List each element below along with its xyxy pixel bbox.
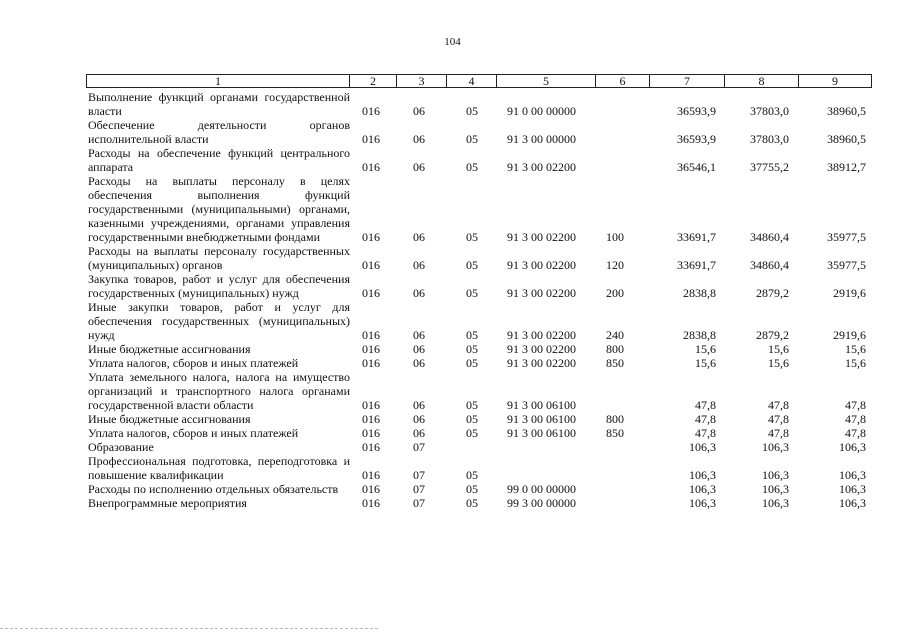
row-target-article: 91 3 00 02200 (507, 328, 576, 342)
row-target-article: 91 3 00 02200 (507, 230, 576, 244)
header-col-7: 7 (649, 75, 724, 87)
row-amount-1: 15,6 (695, 356, 716, 370)
row-amount-2: 37803,0 (750, 104, 789, 118)
row-subsection: 05 (466, 412, 478, 426)
row-amount-2: 37755,2 (750, 160, 789, 174)
table-row (86, 90, 872, 118)
row-code-admin: 016 (362, 496, 380, 510)
table-row (86, 342, 872, 356)
row-description: Иные бюджетные ассигнования (88, 412, 251, 426)
row-section: 06 (413, 286, 425, 300)
row-code-admin: 016 (362, 132, 380, 146)
row-section: 07 (413, 496, 425, 510)
row-target-article: 91 3 00 02200 (507, 286, 576, 300)
row-section: 06 (413, 104, 425, 118)
header-col-6: 6 (595, 75, 649, 87)
row-section: 06 (413, 258, 425, 272)
header-col-1: 1 (215, 74, 221, 88)
row-subsection: 05 (466, 426, 478, 440)
row-amount-2: 15,6 (768, 342, 789, 356)
table-row (86, 146, 872, 174)
table-row (86, 482, 872, 496)
row-description: Уплата налогов, сборов и иных платежей (88, 426, 299, 440)
row-code-admin: 016 (362, 258, 380, 272)
row-amount-3: 47,8 (845, 412, 866, 426)
row-subsection: 05 (466, 496, 478, 510)
row-section: 06 (413, 230, 425, 244)
row-code-admin: 016 (362, 398, 380, 412)
row-amount-3: 106,3 (839, 468, 866, 482)
row-amount-1: 2838,8 (683, 328, 716, 342)
row-target-article: 91 3 00 02200 (507, 342, 576, 356)
row-description: Выполнение функций органами государственной власти (88, 90, 350, 118)
row-description: Образование (88, 440, 154, 454)
row-amount-1: 36593,9 (677, 132, 716, 146)
table-row (86, 440, 872, 454)
row-description: Расходы на выплаты персоналу государственных (муниципальных) органов (88, 244, 350, 272)
row-expense-type: 800 (606, 412, 624, 426)
row-subsection: 05 (466, 398, 478, 412)
row-amount-1: 47,8 (695, 398, 716, 412)
row-section: 06 (413, 398, 425, 412)
row-section: 06 (413, 342, 425, 356)
row-amount-1: 36593,9 (677, 104, 716, 118)
row-code-admin: 016 (362, 440, 380, 454)
row-subsection: 05 (466, 468, 478, 482)
row-subsection: 05 (466, 132, 478, 146)
row-description: Иные закупки товаров, работ и услуг для обеспечения государственных (муниципальных) нужд (88, 300, 350, 342)
table-row (86, 118, 872, 146)
row-subsection: 05 (466, 482, 478, 496)
row-amount-1: 15,6 (695, 342, 716, 356)
row-code-admin: 016 (362, 230, 380, 244)
row-target-article: 91 3 00 02200 (507, 160, 576, 174)
header-col-9: 9 (798, 75, 871, 87)
row-amount-3: 106,3 (839, 496, 866, 510)
row-amount-2: 37803,0 (750, 132, 789, 146)
row-amount-3: 15,6 (845, 356, 866, 370)
row-section: 06 (413, 132, 425, 146)
row-amount-1: 2838,8 (683, 286, 716, 300)
row-amount-2: 106,3 (762, 482, 789, 496)
row-target-article: 99 3 00 00000 (507, 496, 576, 510)
row-amount-3: 35977,5 (827, 230, 866, 244)
row-section: 06 (413, 412, 425, 426)
row-amount-3: 106,3 (839, 482, 866, 496)
row-amount-3: 15,6 (845, 342, 866, 356)
row-amount-2: 47,8 (768, 398, 789, 412)
row-target-article: 91 3 00 06100 (507, 426, 576, 440)
table-row (86, 174, 872, 244)
table-row (86, 300, 872, 342)
header-col-8: 8 (724, 75, 798, 87)
row-description: Расходы на обеспечение функций центрального аппарата (88, 146, 350, 174)
table-body (86, 90, 872, 510)
row-description: Внепрограммные мероприятия (88, 496, 247, 510)
row-description: Уплата налогов, сборов и иных платежей (88, 356, 299, 370)
row-amount-1: 106,3 (689, 468, 716, 482)
row-subsection: 05 (466, 328, 478, 342)
row-target-article: 91 3 00 06100 (507, 398, 576, 412)
row-description: Обеспечение деятельности органов исполнительной власти (88, 118, 350, 146)
table-row (86, 454, 872, 482)
row-code-admin: 016 (362, 426, 380, 440)
row-amount-2: 106,3 (762, 440, 789, 454)
row-code-admin: 016 (362, 328, 380, 342)
row-expense-type: 800 (606, 342, 624, 356)
row-code-admin: 016 (362, 104, 380, 118)
row-amount-3: 38960,5 (827, 132, 866, 146)
row-description: Расходы по исполнению отдельных обязательств (88, 482, 339, 496)
row-amount-3: 38912,7 (827, 160, 866, 174)
row-section: 07 (413, 468, 425, 482)
table-header (86, 74, 872, 88)
row-section: 07 (413, 440, 425, 454)
row-amount-2: 2879,2 (756, 286, 789, 300)
row-expense-type: 120 (606, 258, 624, 272)
row-expense-type: 100 (606, 230, 624, 244)
row-amount-2: 34860,4 (750, 230, 789, 244)
page-number: 104 (444, 36, 461, 48)
scan-artifact-line (0, 628, 380, 629)
row-amount-2: 2879,2 (756, 328, 789, 342)
row-amount-1: 36546,1 (677, 160, 716, 174)
row-section: 07 (413, 482, 425, 496)
row-amount-1: 33691,7 (677, 258, 716, 272)
row-amount-3: 2919,6 (833, 328, 866, 342)
table-row (86, 412, 872, 426)
row-expense-type: 850 (606, 426, 624, 440)
row-amount-1: 106,3 (689, 482, 716, 496)
row-description: Иные бюджетные ассигнования (88, 342, 251, 356)
row-code-admin: 016 (362, 468, 380, 482)
row-expense-type: 200 (606, 286, 624, 300)
row-code-admin: 016 (362, 342, 380, 356)
row-amount-3: 35977,5 (827, 258, 866, 272)
row-code-admin: 016 (362, 160, 380, 174)
row-amount-2: 106,3 (762, 496, 789, 510)
row-subsection: 05 (466, 342, 478, 356)
table-row (86, 244, 872, 272)
row-code-admin: 016 (362, 412, 380, 426)
row-amount-2: 47,8 (768, 426, 789, 440)
row-code-admin: 016 (362, 286, 380, 300)
row-section: 06 (413, 328, 425, 342)
header-col-4: 4 (446, 75, 496, 87)
row-code-admin: 016 (362, 482, 380, 496)
row-subsection: 05 (466, 258, 478, 272)
row-amount-1: 33691,7 (677, 230, 716, 244)
row-amount-1: 47,8 (695, 412, 716, 426)
row-amount-2: 15,6 (768, 356, 789, 370)
row-amount-1: 47,8 (695, 426, 716, 440)
table-row (86, 370, 872, 412)
row-description: Расходы на выплаты персоналу в целях обеспечения выполнения функций государственными (муниципальными) органами, казенными учреждениями, органами управления государственными внебюджетными фондами (88, 174, 350, 244)
row-code-admin: 016 (362, 356, 380, 370)
table-row (86, 356, 872, 370)
row-section: 06 (413, 356, 425, 370)
row-target-article: 91 3 00 00000 (507, 132, 576, 146)
row-amount-3: 47,8 (845, 426, 866, 440)
row-amount-3: 47,8 (845, 398, 866, 412)
table-row (86, 496, 872, 510)
row-subsection: 05 (466, 104, 478, 118)
row-target-article: 99 0 00 00000 (507, 482, 576, 496)
row-target-article: 91 3 00 02200 (507, 356, 576, 370)
row-target-article: 91 3 00 06100 (507, 412, 576, 426)
row-subsection: 05 (466, 160, 478, 174)
row-amount-3: 2919,6 (833, 286, 866, 300)
header-col-3: 3 (396, 75, 446, 87)
row-amount-2: 106,3 (762, 468, 789, 482)
row-amount-1: 106,3 (689, 496, 716, 510)
row-description: Закупка товаров, работ и услуг для обеспечения государственных (муниципальных) нужд (88, 272, 350, 300)
header-col-5: 5 (496, 75, 595, 87)
row-amount-2: 34860,4 (750, 258, 789, 272)
row-section: 06 (413, 160, 425, 174)
row-amount-1: 106,3 (689, 440, 716, 454)
row-target-article: 91 3 00 02200 (507, 258, 576, 272)
row-description: Профессиональная подготовка, переподготовка и повышение квалификации (88, 454, 350, 482)
row-subsection: 05 (466, 356, 478, 370)
row-amount-3: 106,3 (839, 440, 866, 454)
row-description: Уплата земельного налога, налога на имущество организаций и транспортного налога органами государственной власти области (88, 370, 350, 412)
row-section: 06 (413, 426, 425, 440)
table-row (86, 426, 872, 440)
row-expense-type: 850 (606, 356, 624, 370)
row-amount-3: 38960,5 (827, 104, 866, 118)
row-subsection: 05 (466, 230, 478, 244)
row-expense-type: 240 (606, 328, 624, 342)
row-target-article: 91 0 00 00000 (507, 104, 576, 118)
table-row (86, 272, 872, 300)
row-subsection: 05 (466, 286, 478, 300)
header-col-2: 2 (349, 75, 396, 87)
row-amount-2: 47,8 (768, 412, 789, 426)
